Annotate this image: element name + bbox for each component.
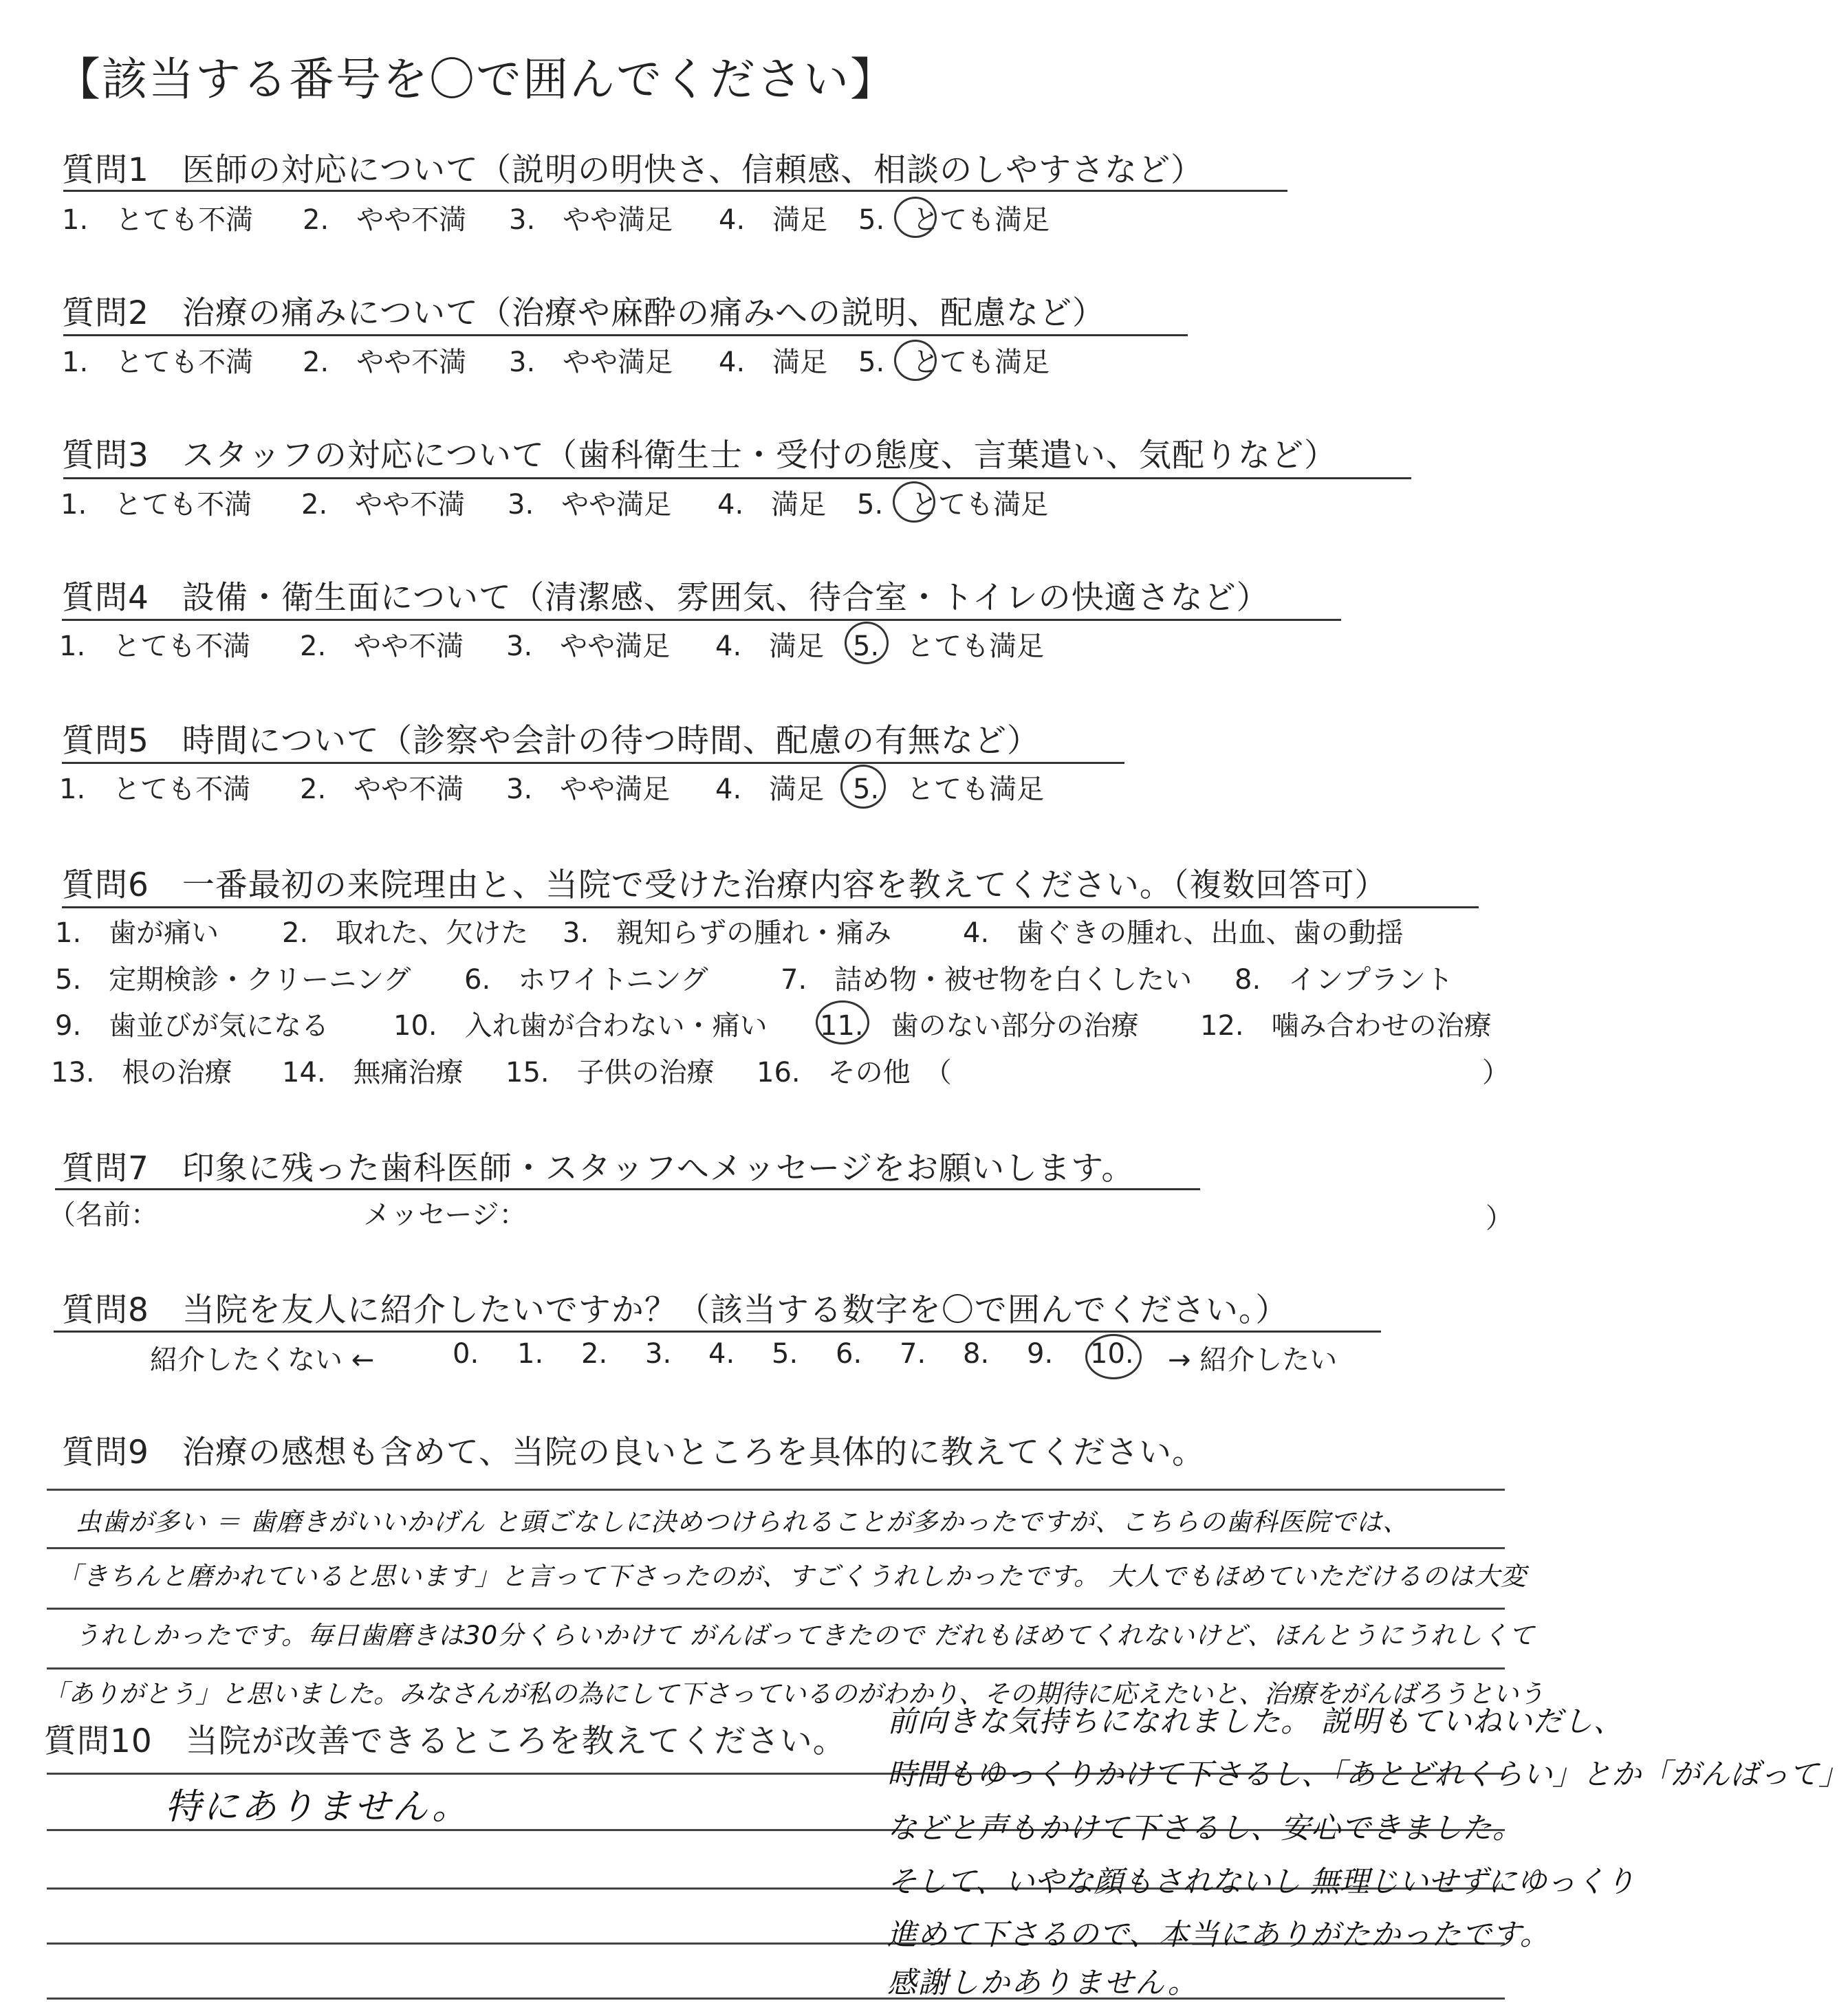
question-1: 質問1 医師の対応について（説明の明快さ、信頼感、相談のしやすさなど） (62, 151, 1204, 189)
question-9: 質問9 治療の感想も含めて、当院の良いところを具体的に教えてください。 (62, 1434, 1205, 1471)
q6-option-7[interactable]: 7. 詰め物・被せ物を白くしたい (781, 964, 1193, 996)
q3-option-1[interactable]: 1. とても不満 (61, 489, 252, 521)
q6-option-16[interactable]: 16. その他 （ (757, 1057, 952, 1088)
q10-answer-line (47, 1997, 1505, 2000)
question-2: 質問2 治療の痛みについて（治療や麻酔の痛みへの説明、配慮など） (62, 294, 1106, 332)
q9-answer-line-4: 「ありがとう」と思いました。みなさんが私の為にして下さっているのがわかり、その期待に応えたいと、治療をがんばろうという (43, 1679, 1544, 1709)
q5-option-2[interactable]: 2. やや不満 (300, 774, 464, 805)
question-6: 質問6 一番最初の来院理由と、当院で受けた治療内容を教えてください。（複数回答可） (62, 866, 1388, 904)
q8-option-5[interactable]: 5. (772, 1338, 798, 1370)
q8-option-3[interactable]: 3. (645, 1338, 672, 1370)
question-1-underline (63, 190, 1287, 192)
q6-option-16-close: ） (1482, 1057, 1510, 1088)
q9-answer-line-3: うれしかったです。毎日歯磨きは30分くらいかけて がんばってきたので だれもほめてくれないけど、ほんとうにうれしくて (74, 1621, 1535, 1650)
q8-option-0[interactable]: 0. (453, 1338, 479, 1370)
q2-option-2[interactable]: 2. やや不満 (303, 347, 467, 378)
q2-option-1[interactable]: 1. とても不満 (62, 347, 254, 378)
q9-continuation-line-4: そして、いやな顔もされないし 無理じいせずにゆっくり (887, 1865, 1635, 1899)
q9-answer-line (47, 1489, 1505, 1491)
q8-option-8[interactable]: 8. (963, 1338, 990, 1370)
q5-option-3[interactable]: 3. やや満足 (506, 774, 671, 805)
q6-option-4[interactable]: 4. 歯ぐきの腫れ、出血、歯の動揺 (963, 917, 1404, 949)
q4-option-3[interactable]: 3. やや満足 (506, 631, 671, 662)
q2-answer-circle (894, 340, 937, 381)
question-7-underline (55, 1188, 1200, 1190)
q6-option-3[interactable]: 3. 親知らずの腫れ・痛み (563, 917, 892, 949)
q6-option-12[interactable]: 12. 噛み合わせの治療 (1200, 1010, 1492, 1042)
q9-continuation-line-1: 前向きな気持ちになれました。 説明もていねいだし、 (887, 1705, 1624, 1739)
q4-answer-circle (845, 622, 889, 664)
q4-option-5[interactable]: 5. とても満足 (853, 631, 1045, 662)
q9-continuation-line-5: 進めて下さるので、本当にありがたかったです。 (887, 1918, 1550, 1952)
q8-option-10[interactable]: 10. (1090, 1338, 1134, 1370)
q1-option-2[interactable]: 2. やや不満 (303, 204, 467, 236)
question-5: 質問5 時間について（診察や会計の待つ時間、配慮の有無など） (62, 722, 1040, 760)
q3-option-2[interactable]: 2. やや不満 (301, 489, 466, 521)
q6-option-11[interactable]: 11. 歯のない部分の治療 (820, 1010, 1139, 1042)
q4-option-1[interactable]: 1. とても不満 (59, 631, 251, 662)
q9-continuation-line-6: 感謝しかありません。 (887, 1966, 1199, 2000)
q6-option-9[interactable]: 9. 歯並びが気になる (55, 1010, 329, 1042)
q7-name-label[interactable]: （名前： (48, 1199, 158, 1231)
question-6-underline (62, 906, 1479, 908)
q4-option-4[interactable]: 4. 満足 (715, 631, 825, 662)
q2-option-5[interactable]: 5. とても満足 (858, 347, 1050, 378)
q6-option-2[interactable]: 2. 取れた、欠けた (282, 917, 529, 949)
q10-answer: 特にありません。 (165, 1786, 470, 1828)
q1-option-3[interactable]: 3. やや満足 (509, 204, 673, 236)
q9-continuation-line-3: などと声もかけて下さるし、安心できました。 (887, 1811, 1523, 1846)
q1-answer-circle (894, 197, 937, 238)
question-3-underline (63, 477, 1411, 479)
q4-option-2[interactable]: 2. やや不満 (300, 631, 464, 662)
q6-option-6[interactable]: 6. ホワイトニング (464, 964, 708, 996)
q6-option-5[interactable]: 5. 定期検診・クリーニング (55, 964, 411, 996)
q6-option-15[interactable]: 15. 子供の治療 (506, 1057, 715, 1088)
form-title: 【該当する番号を〇で囲んでください】 (55, 53, 897, 106)
q1-option-1[interactable]: 1. とても不満 (62, 204, 254, 236)
q6-option-13[interactable]: 13. 根の治療 (51, 1057, 232, 1088)
q3-option-4[interactable]: 4. 満足 (717, 489, 827, 521)
q8-option-2[interactable]: 2. (581, 1338, 608, 1370)
q9-answer-line (47, 1547, 1505, 1549)
q6-option-14[interactable]: 14. 無痛治療 (282, 1057, 464, 1088)
q8-option-9[interactable]: 9. (1027, 1338, 1054, 1370)
question-3: 質問3 スタッフの対応について（歯科衛生士・受付の態度、言葉遣い、気配りなど） (62, 437, 1337, 474)
q3-answer-circle (893, 481, 935, 523)
question-7: 質問7 印象に残った歯科医師・スタッフへメッセージをお願いします。 (62, 1150, 1135, 1187)
q9-answer-line-1: 虫歯が多い ＝ 歯磨きがいいかげん と頭ごなしに決めつけられることが多かったですが、こちらの歯科医院では、 (76, 1507, 1409, 1537)
question-2-underline (63, 334, 1188, 336)
q8-option-7[interactable]: 7. (900, 1338, 926, 1370)
q7-message-label[interactable]: メッセージ： (363, 1199, 527, 1231)
q8-option-4[interactable]: 4. (708, 1338, 735, 1370)
q9-answer-line-2: 「きちんと磨かれていると思います」と言って下さったのが、すごくうれしかったです。 大人でもほめていただけるのは大変 (56, 1562, 1527, 1591)
question-10: 質問10 当院が改善できるところを教えてください。 (44, 1722, 846, 1760)
q3-option-3[interactable]: 3. やや満足 (508, 489, 672, 521)
question-8-underline (54, 1331, 1381, 1333)
q9-answer-line (47, 1608, 1505, 1610)
q8-right-label: → 紹介したい (1168, 1344, 1338, 1376)
q6-option-10[interactable]: 10. 入れ歯が合わない・痛い (393, 1010, 768, 1042)
question-4: 質問4 設備・衛生面について（清潔感、雰囲気、待合室・トイレの快適さなど） (62, 579, 1270, 617)
q8-option-6[interactable]: 6. (836, 1338, 862, 1370)
q6-answer-circle (816, 1000, 869, 1044)
q7-close-paren: ） (1486, 1203, 1513, 1234)
q9-answer-line (47, 1667, 1505, 1670)
q8-option-1[interactable]: 1. (517, 1338, 544, 1370)
q6-option-1[interactable]: 1. 歯が痛い (55, 917, 219, 949)
q3-option-5[interactable]: 5. とても満足 (857, 489, 1049, 521)
question-8: 質問8 当院を友人に紹介したいですか？（該当する数字を〇で囲んでください。） (62, 1291, 1289, 1329)
q5-option-1[interactable]: 1. とても不満 (59, 774, 251, 805)
q5-option-4[interactable]: 4. 満足 (715, 774, 825, 805)
q1-option-4[interactable]: 4. 満足 (719, 204, 828, 236)
q8-left-label: 紹介したくない ← (150, 1344, 375, 1376)
q9-continuation-line-2: 時間もゆっくりかけて下さるし、「あとどれくらい」とか「がんばって」 (887, 1758, 1848, 1792)
q5-option-5[interactable]: 5. とても満足 (853, 774, 1045, 805)
question-4-underline (62, 619, 1341, 621)
q8-answer-circle (1085, 1334, 1142, 1379)
q5-answer-circle (840, 765, 886, 809)
q2-option-4[interactable]: 4. 満足 (719, 347, 828, 378)
question-5-underline (62, 762, 1124, 764)
q6-option-8[interactable]: 8. インプラント (1235, 964, 1454, 996)
q1-option-5[interactable]: 5. とても満足 (858, 204, 1050, 236)
q2-option-3[interactable]: 3. やや満足 (509, 347, 673, 378)
